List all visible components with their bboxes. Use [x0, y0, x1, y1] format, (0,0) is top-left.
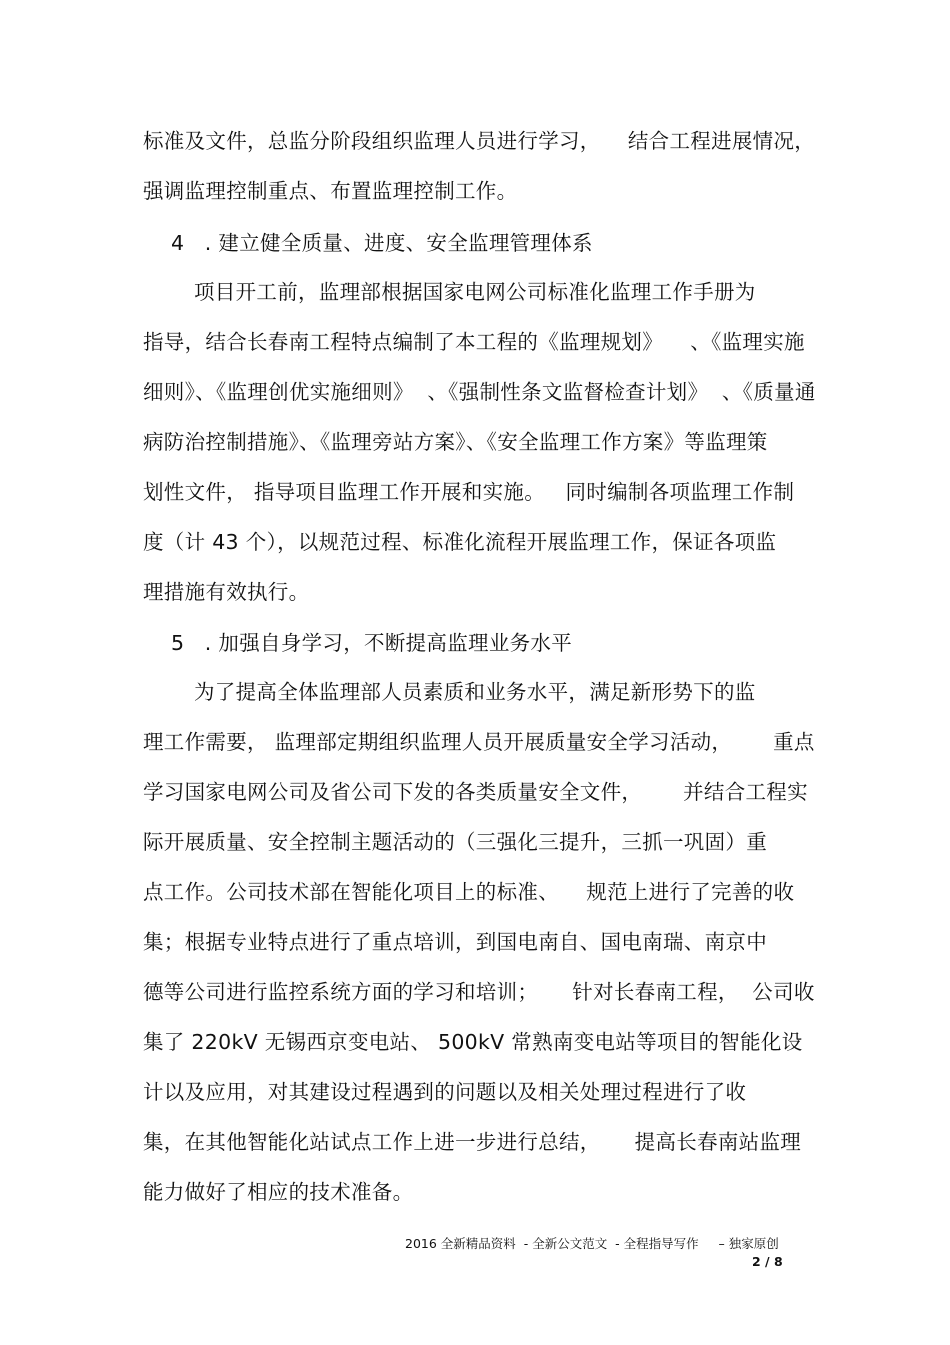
- text-line: 点工作。公司技术部在智能化项目上的标准、 规范上进行了完善的收: [143, 880, 795, 904]
- text-line: 指导，结合长春南工程特点编制了本工程的《监理规划》 、《监理实施: [143, 330, 805, 354]
- text-line: 强调监理控制重点、布置监理控制工作。: [143, 179, 518, 203]
- text-line: 计以及应用，对其建设过程遇到的问题以及相关处理过程进行了收: [143, 1080, 747, 1104]
- paragraph-first-line: 项目开工前，监理部根据国家电网公司标准化监理工作手册为: [194, 280, 756, 304]
- text-line: 能力做好了相应的技术准备。: [143, 1180, 414, 1204]
- text-line: 度（计 43 个），以规范过程、标准化流程开展监理工作，保证各项监: [143, 530, 777, 554]
- text-line: 际开展质量、安全控制主题活动的（三强化三提升，三抓一巩固）重: [143, 830, 767, 854]
- section-heading: 4 . 建立健全质量、进度、安全监理管理体系: [171, 231, 593, 255]
- text-line: 理工作需要， 监理部定期组织监理人员开展质量安全学习活动， 重点: [143, 730, 815, 754]
- text-line: 理措施有效执行。: [143, 580, 310, 604]
- paragraph-first-line: 为了提高全体监理部人员素质和业务水平，满足新形势下的监: [194, 680, 756, 704]
- text-line: 标准及文件，总监分阶段组织监理人员进行学习， 结合工程进展情况，: [143, 129, 816, 153]
- text-line: 集，在其他智能化站试点工作上进一步进行总结， 提高长春南站监理: [143, 1130, 802, 1154]
- text-line: 集；根据专业特点进行了重点培训，到国电南自、国电南瑞、南京中: [143, 930, 767, 954]
- text-line: 德等公司进行监控系统方面的学习和培训； 针对长春南工程， 公司收: [143, 980, 815, 1004]
- page-number: 2 / 8: [752, 1254, 783, 1269]
- text-line: 细则》、《监理创优实施细则》 、《强制性条文监督检查计划》 、《质量通: [143, 380, 816, 404]
- text-line: 学习国家电网公司及省公司下发的各类质量安全文件， 并结合工程实: [143, 780, 808, 804]
- section-heading: 5 . 加强自身学习，不断提高监理业务水平: [171, 631, 573, 655]
- text-line: 划性文件， 指导项目监理工作开展和实施。 同时编制各项监理工作制: [143, 480, 795, 504]
- footer-text: 2016 全新精品资料 - 全新公文范文 - 全程指导写作 – 独家原创: [405, 1236, 779, 1251]
- text-line: 病防治控制措施》、《监理旁站方案》、《安全监理工作方案》等监理策: [143, 430, 768, 454]
- text-line: 集了 220kV 无锡西京变电站、 500kV 常熟南变电站等项目的智能化设: [143, 1030, 803, 1054]
